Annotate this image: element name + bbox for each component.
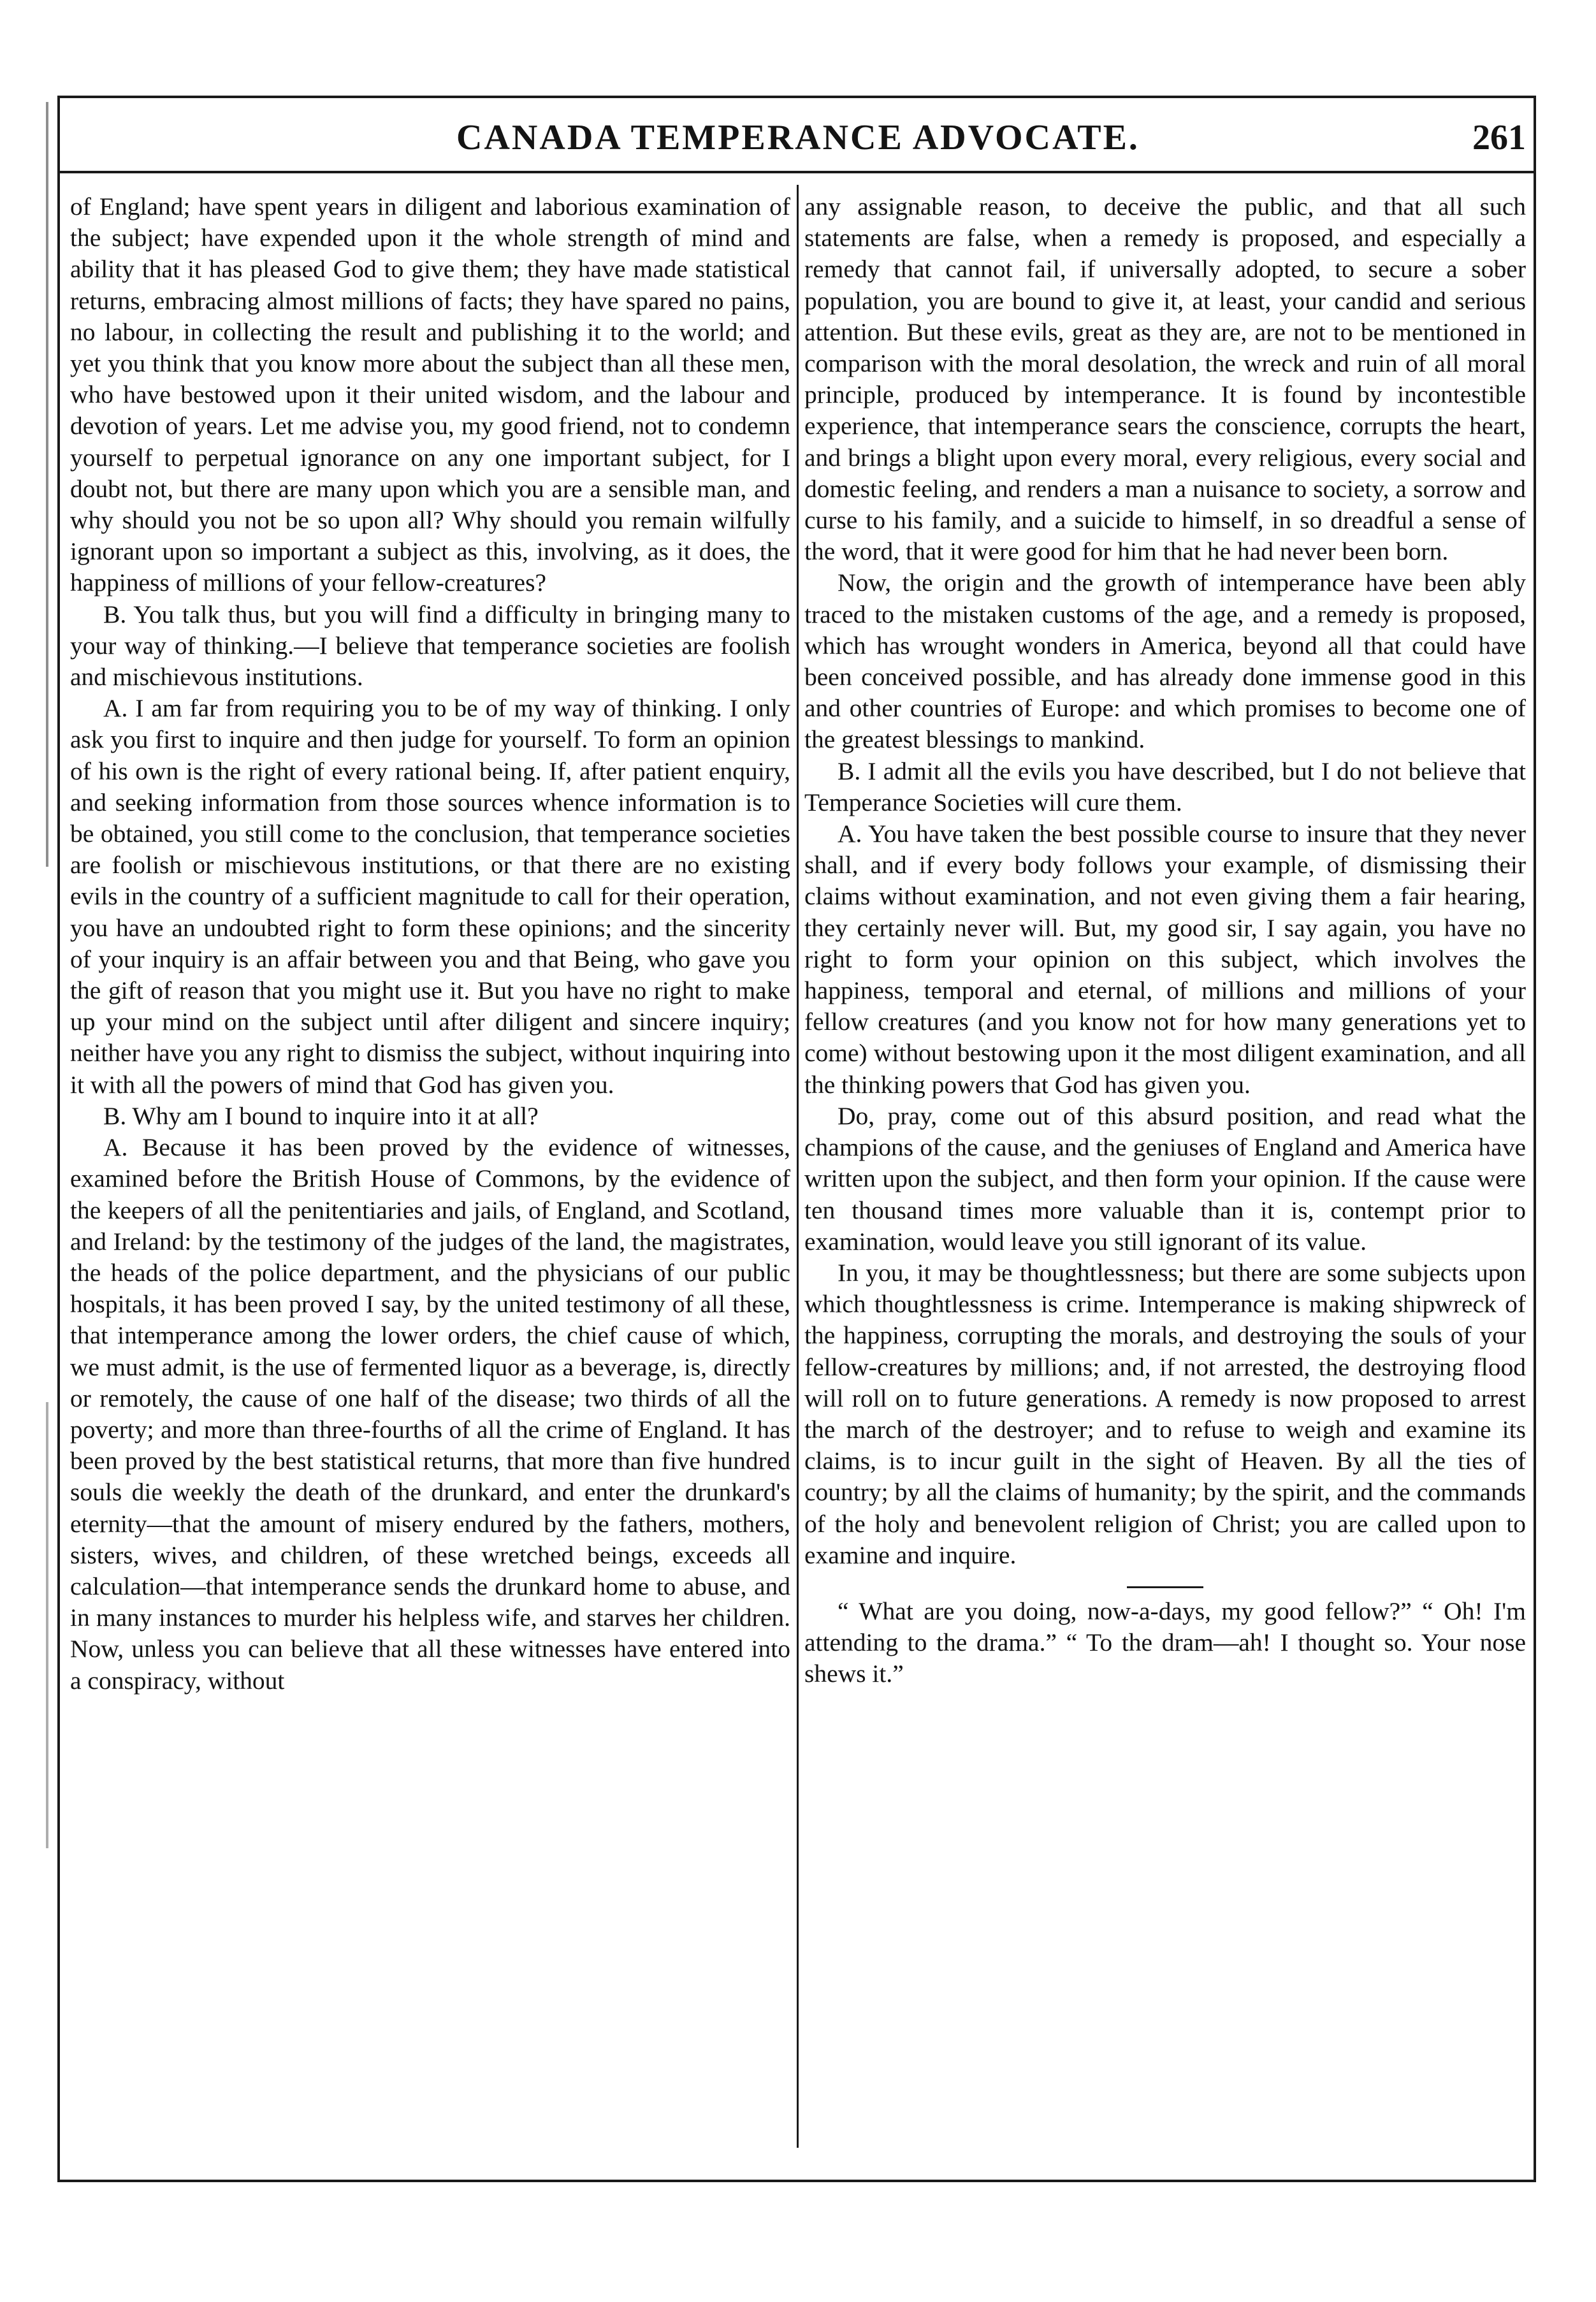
paragraph: B. I admit all the evils you have described, but I do not believe that Temperance Societies will cure them. [804, 756, 1526, 816]
margin-mark [46, 1402, 48, 1848]
right-border-rule [1534, 96, 1536, 2182]
left-border-rule [57, 96, 60, 2182]
left-column [70, 191, 790, 2141]
top-border-rule [57, 96, 1536, 98]
page-number: 261 [1472, 118, 1526, 157]
publication-title: CANADA TEMPERANCE ADVOCATE. [456, 118, 1140, 157]
paragraph: Now, the origin and the growth of intemperance have been ably traced to the mistaken customs of the age, and a remedy is proposed, which has wrought wonders in America, beyond all that could have been conceived possible, and has already done immense good in this and other countries of Europe: and which promises to become one of the greatest blessings to mankind. [804, 568, 1526, 754]
margin-mark [46, 102, 48, 867]
paragraph: Do, pray, come out of this absurd position, and read what the champions of the cause, and the geniuses of England and America have written upon the subject, and then form your opinion. If the cause were ten thousand times more valuable than it is, contempt prior to examination, would leave you still ignorant of its value. [804, 1101, 1526, 1256]
paragraph: In you, it may be thoughtlessness; but there are some subjects upon which thoughtlessness is crime. Intemperance is making shipwreck of the happiness, corrupting the morals, and destroying the souls of your fellow-creatures by millions; and, if not arrested, the destroying flood will roll on to future generations. A remedy is now proposed to arrest the march of the destroyer; and to refuse to weigh and examine its claims, is to incur guilt in the sight of Heaven. By all the ties of country; by all the claims of humanity; by the spirit, and the commands of the holy and benevolent religion of Christ; you are called upon to examine and inquire. [804, 1258, 1526, 1569]
paragraph: A. Because it has been proved by the evidence of witnesses, examined before the British House of Commons, by the evidence of the keepers of all the penitentiaries and jails, of England, and Scotland, and Ireland: by the testimony of the judges of the land, the magistrates, the heads of the police department, and the physicians of our public hospitals, it has been proved I say, by the united testimony of all these, that intemperance among the lower orders, the chief cause of which, we must admit, is the use of fermented liquor as a beverage, is, directly or remotely, the cause of one half of the disease; two thirds of all the poverty; and more than three-fourths of all the crime of England. It has been proved by the best statistical returns, that more than five hundred souls die weekly the death of the drunkard, and enter the drunkard's eternity—that the amount of misery endured by the fathers, mothers, sisters, wives, and children, of these wretched beings, exceeds all calculation—that intemperance sends the drunkard home to abuse, and in many instances to murder his helpless wife, and starves her children. Now, unless you can believe that all these witnesses have entered into a conspiracy, without [70, 1133, 790, 1695]
right-column [804, 191, 1526, 2141]
paragraph: B. Why am I bound to inquire into it at all? [103, 1101, 539, 1130]
section-separator [1127, 1586, 1203, 1588]
header-rule [57, 171, 1536, 173]
page-header [70, 112, 1526, 170]
bottom-border-rule [57, 2180, 1536, 2182]
column-divider [797, 185, 799, 2148]
paragraph: any assignable reason, to deceive the public, and that all such statements are false, when a remedy is proposed, and especially a remedy that cannot fail, if universally adopted, to secure a sober population, you are bound to give it, at least, your candid and serious attention. But these evils, great as they are, are not to be mentioned in comparison with the moral desolation, the wreck and ruin of all moral principle, produced by intemperance. It is found by incontestible experience, that intemperance sears the conscience, corrupts the heart, and brings a blight upon every moral, every religious, every social and domestic feeling, and renders a man a nuisance to society, a sorrow and curse to his family, and a suicide to himself, in so dreadful a sense of the word, that it were good for him that he had never been born. [804, 192, 1526, 566]
paragraph: A. You have taken the best possible course to insure that they never shall, and if every body follows your example, of dismissing their claims without examination, and not even giving them a fair hearing, they certainly never will. But, my good sir, I say again, you have no right to form your opinion on this subject, which involves the happiness, temporal and eternal, of millions and millions of your fellow creatures (and you know not for how many generations yet to come) without bestowing upon it the most diligent examination, and all the thinking powers that God has given you. [804, 820, 1526, 1099]
closing-anecdote: “ What are you doing, now-a-days, my good fellow?” “ Oh! I'm attending to the drama.” “ To the dram—ah! I thought so. Your nose shews it.” [804, 1596, 1526, 1688]
paragraph: B. You talk thus, but you will find a difficulty in bringing many to your way of thinking.—I believe that temperance societies are foolish and mischievous institutions. [70, 600, 790, 691]
paragraph: A. I am far from requiring you to be of my way of thinking. I only ask you first to inquire and then judge for yourself. To form an opinion of his own is the right of every rational being. If, after patient enquiry, and seeking information from those sources whence information is to be obtained, you still come to the conclusion, that temperance societies are foolish or mischievous institutions, or that there are no existing evils in the country of a sufficient magnitude to call for their operation, you have an undoubted right to form these opinions; and the sincerity of your inquiry is an affair between you and that Being, who gave you the gift of reason that you might use it. But you have no right to make up your mind on the subject until after diligent and sincere inquiry; neither have you any right to dismiss the subject, without inquiring into it with all the powers of mind that God has given you. [70, 694, 790, 1099]
paragraph: of England; have spent years in diligent and laborious examination of the subject; have expended upon it the whole strength of mind and ability that it has pleased God to give them; they have made statistical returns, embracing almost millions of facts; they have spared no pains, no labour, in collecting the result and publishing it to the world; and yet you think that you know more about the subject than all these men, who have bestowed upon it their united wisdom, and the labour and devotion of years. Let me advise you, my good friend, not to condemn yourself to perpetual ignorance on any one important subject, for I doubt not, but there are many upon which you are a sensible man, and why should you not be so upon all? Why should you remain wilfully ignorant upon so important a subject as this, involving, as it does, the happiness of millions of your fellow-creatures? [70, 192, 790, 597]
